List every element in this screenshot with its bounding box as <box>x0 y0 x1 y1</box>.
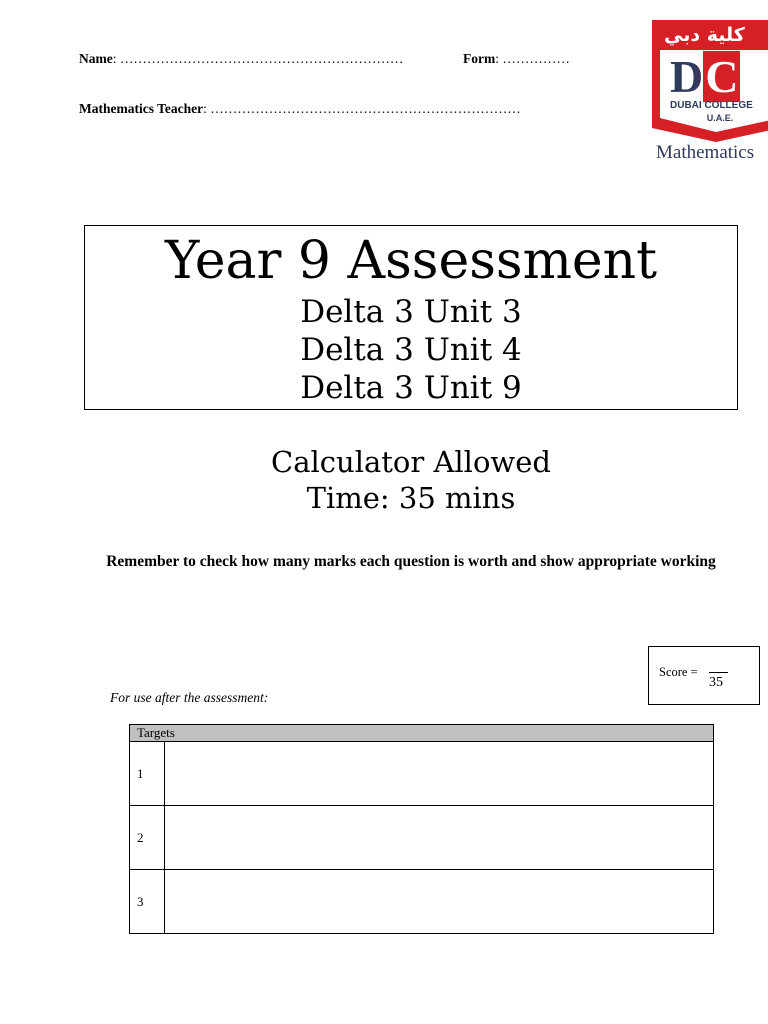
unit-line: Delta 3 Unit 3 <box>300 294 522 330</box>
time-note: Time: 35 mins <box>306 481 516 515</box>
unit-line: Delta 3 Unit 4 <box>300 332 522 368</box>
score-total: 35 <box>709 675 723 690</box>
page-title: Year 9 Assessment <box>164 231 658 291</box>
table-row <box>130 742 714 806</box>
teacher-label: Mathematics Teacher <box>79 101 204 116</box>
use-after-note: For use after the assessment: <box>110 690 269 705</box>
target-number: 2 <box>130 806 165 870</box>
logo-country: U.A.E. <box>706 113 734 123</box>
logo-subject: Mathematics <box>656 142 755 163</box>
target-number: 3 <box>130 870 165 934</box>
logo-arabic-text: كلية دبي <box>664 24 745 46</box>
form-label: Form <box>463 51 496 66</box>
form-blank[interactable]: : …………… <box>495 51 570 66</box>
teacher-blank[interactable]: : …………………………………………………………… <box>203 101 521 116</box>
name-label: Name <box>79 51 113 66</box>
targets-table <box>129 724 714 934</box>
logo-letter-d: D <box>670 51 704 102</box>
table-header-row <box>130 725 714 742</box>
table-row <box>130 870 714 934</box>
name-field[interactable] <box>79 51 403 67</box>
unit-line: Delta 3 Unit 9 <box>300 370 522 406</box>
logo-letter-c: C <box>705 51 739 102</box>
table-row <box>130 806 714 870</box>
conditions <box>0 444 768 516</box>
calculator-note: Calculator Allowed <box>271 445 551 479</box>
logo-monogram <box>670 51 768 102</box>
target-cell[interactable] <box>165 806 714 870</box>
teacher-field[interactable] <box>79 101 521 117</box>
target-number: 1 <box>130 742 165 806</box>
form-field[interactable] <box>463 51 570 67</box>
targets-header: Targets <box>130 725 714 742</box>
score-label: Score = <box>659 665 698 679</box>
title-box <box>84 225 738 410</box>
name-blank[interactable]: : ……………………………………………………… <box>112 51 404 66</box>
target-cell[interactable] <box>165 742 714 806</box>
score-box <box>648 646 760 705</box>
school-logo <box>650 18 768 163</box>
reminder-text: Remember to check how many marks each question is worth and show appropriate working <box>106 553 716 570</box>
logo-college-name: DUBAI COLLEGE <box>670 100 753 111</box>
target-cell[interactable] <box>165 870 714 934</box>
score-blank[interactable] <box>709 672 728 673</box>
